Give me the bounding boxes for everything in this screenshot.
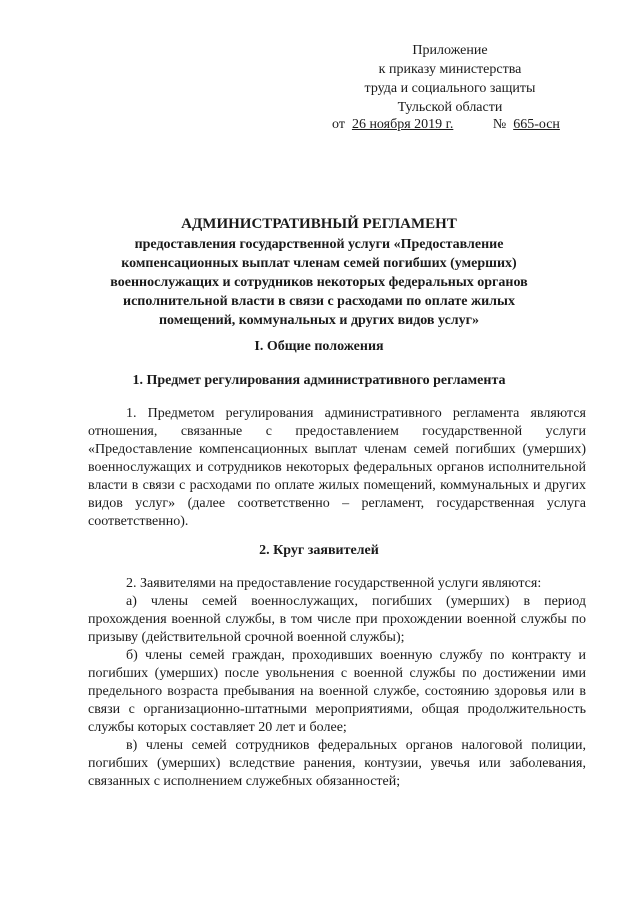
paragraph-2: 2. Заявителями на предоставление государственной услуги являются: (126, 576, 542, 591)
date-prefix: от (332, 117, 345, 132)
order-date: 26 ноября 2019 г. (351, 117, 454, 132)
order-date-number (332, 115, 560, 134)
paragraph-2b: б) члены семей граждан, проходивших военную службу по контракту и погибших (умерших) после увольнения с военной службы по достижении ими предельного возраста пребывания на военной службе, состоянию здоровья или в связи с организационно-штатными мероприятиями, общая продолжительность службы которых составляет 20 лет и более; (88, 648, 586, 735)
appendix-block (300, 41, 600, 117)
section-heading-general: I. Общие положения (254, 339, 384, 354)
appendix-line-1: Приложение (412, 43, 488, 58)
appendix-line-3: труда и социального защиты (364, 81, 536, 96)
subsection-heading-subject: 1. Предмет регулирования административного регламента (132, 373, 506, 388)
paragraph-2a: а) члены семей военнослужащих, погибших (умерших) в период прохождения военной службы, в том числе при прохождении военной службы по призыву (действительной срочной военной службы); (88, 594, 586, 645)
document-title: АДМИНИСТРАТИВНЫЙ РЕГЛАМЕНТ (181, 216, 457, 232)
appendix-line-2: к приказу министерства (378, 62, 522, 77)
appendix-line-4: Тульской области (397, 100, 503, 115)
subsection-heading-applicants: 2. Круг заявителей (259, 543, 379, 558)
number-label: № (492, 117, 507, 132)
order-number: 665-осн (513, 117, 560, 132)
paragraph-2c: в) члены семей сотрудников федеральных органов налоговой полиции, погибших (умерших) вследствие ранения, контузии, увечья или заболевания, связанных с исполнением служебных обязанностей; (88, 738, 586, 789)
paragraph-1: 1. Предметом регулирования административного регламента являются отношения, связанные с предоставлением государственной услуги «Предоставление компенсационных выплат членам семей погибших (умерших) военнослужащих и сотрудников некоторых федеральных органов исполнительной власти в связи с расходами по оплате жилых помещений, коммунальных и других видов услуг» (далее соответственно – регламент, государственная услуга соответственно). (88, 406, 586, 529)
document-subtitle: предоставления государственной услуги «Предоставление компенсационных выплат членам семей погибших (умерших) военнослужащих и сотрудников некоторых федеральных органов исполнительной власти в связи с расходами по оплате жилых помещений, коммунальных и других видов услуг» (110, 237, 528, 328)
